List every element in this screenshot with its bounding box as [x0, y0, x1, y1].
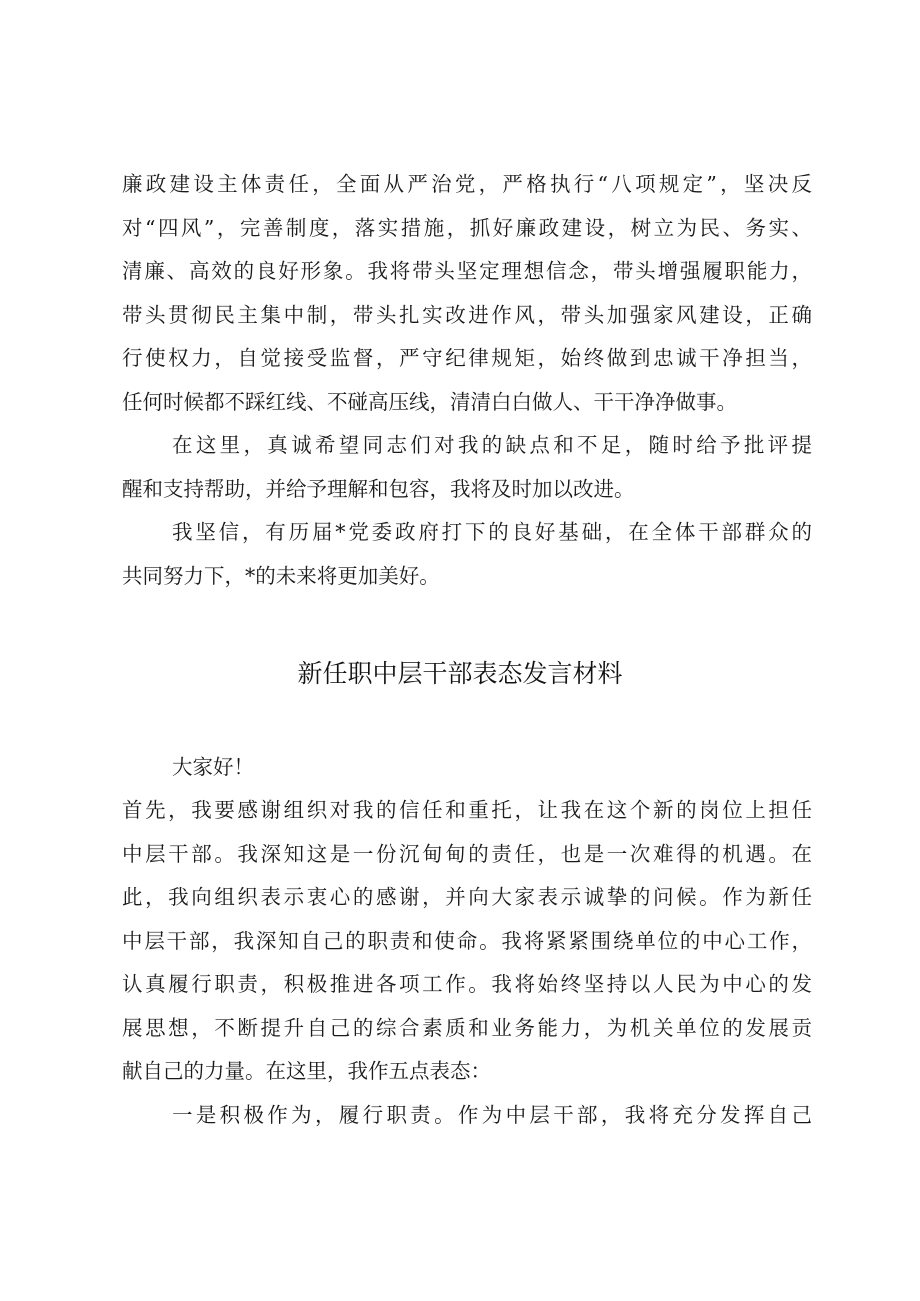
body-text-line: 清廉、高效的良好形象。我将带头坚定理想信念，带头增强履职能力， [122, 259, 812, 283]
body-text-line: 行使权力，自觉接受监督，严守纪律规矩，始终做到忠诚干净担当， [122, 346, 812, 370]
body-text-line: 展思想，不断提升自己的综合素质和业务能力，为机关单位的发展贡 [122, 1016, 812, 1040]
body-text-line: 带头贯彻民主集中制，带头扎实改进作风，带头加强家风建设，正确 [122, 303, 812, 327]
body-text-line: 首先，我要感谢组织对我的信任和重托，让我在这个新的岗位上担任 [122, 798, 812, 822]
body-text-line: 在这里，真诚希望同志们对我的缺点和不足，随时给予批评提 [172, 433, 812, 457]
body-text-line: 共同努力下，*的未来将更加美好。 [122, 564, 440, 588]
body-text-line: 中层干部，我深知自己的职责和使命。我将紧紧围绕单位的中心工作， [122, 929, 812, 953]
body-text-line: 廉政建设主体责任，全面从严治党，严格执行“八项规定”，坚决反 [122, 172, 812, 196]
body-text-line: 对“四风”，完善制度，落实措施，抓好廉政建设，树立为民、务实、 [122, 216, 812, 240]
body-text-line: 我坚信，有历届*党委政府打下的良好基础，在全体干部群众的 [172, 520, 812, 544]
greeting: 大家好！ [172, 755, 254, 779]
body-text-line: 认真履行职责，积极推进各项工作。我将始终坚持以人民为中心的发 [122, 972, 812, 996]
body-text-line: 此，我向组织表示衷心的感谢，并向大家表示诚挚的问候。作为新任 [122, 885, 812, 909]
body-text-line: 中层干部。我深知这是一份沉甸甸的责任，也是一次难得的机遇。在 [122, 842, 812, 866]
body-text-line: 献自己的力量。在这里，我作五点表态： [122, 1059, 491, 1083]
body-text-line: 醒和支持帮助，并给予理解和包容，我将及时加以改进。 [122, 477, 635, 501]
body-text-line: 任何时候都不踩红线、不碰高压线，清清白白做人、干干净净做事。 [122, 390, 737, 414]
document-title: 新任职中层干部表态发言材料 [297, 659, 623, 688]
body-text-line: 一是积极作为，履行职责。作为中层干部，我将充分发挥自己 [172, 1103, 812, 1127]
